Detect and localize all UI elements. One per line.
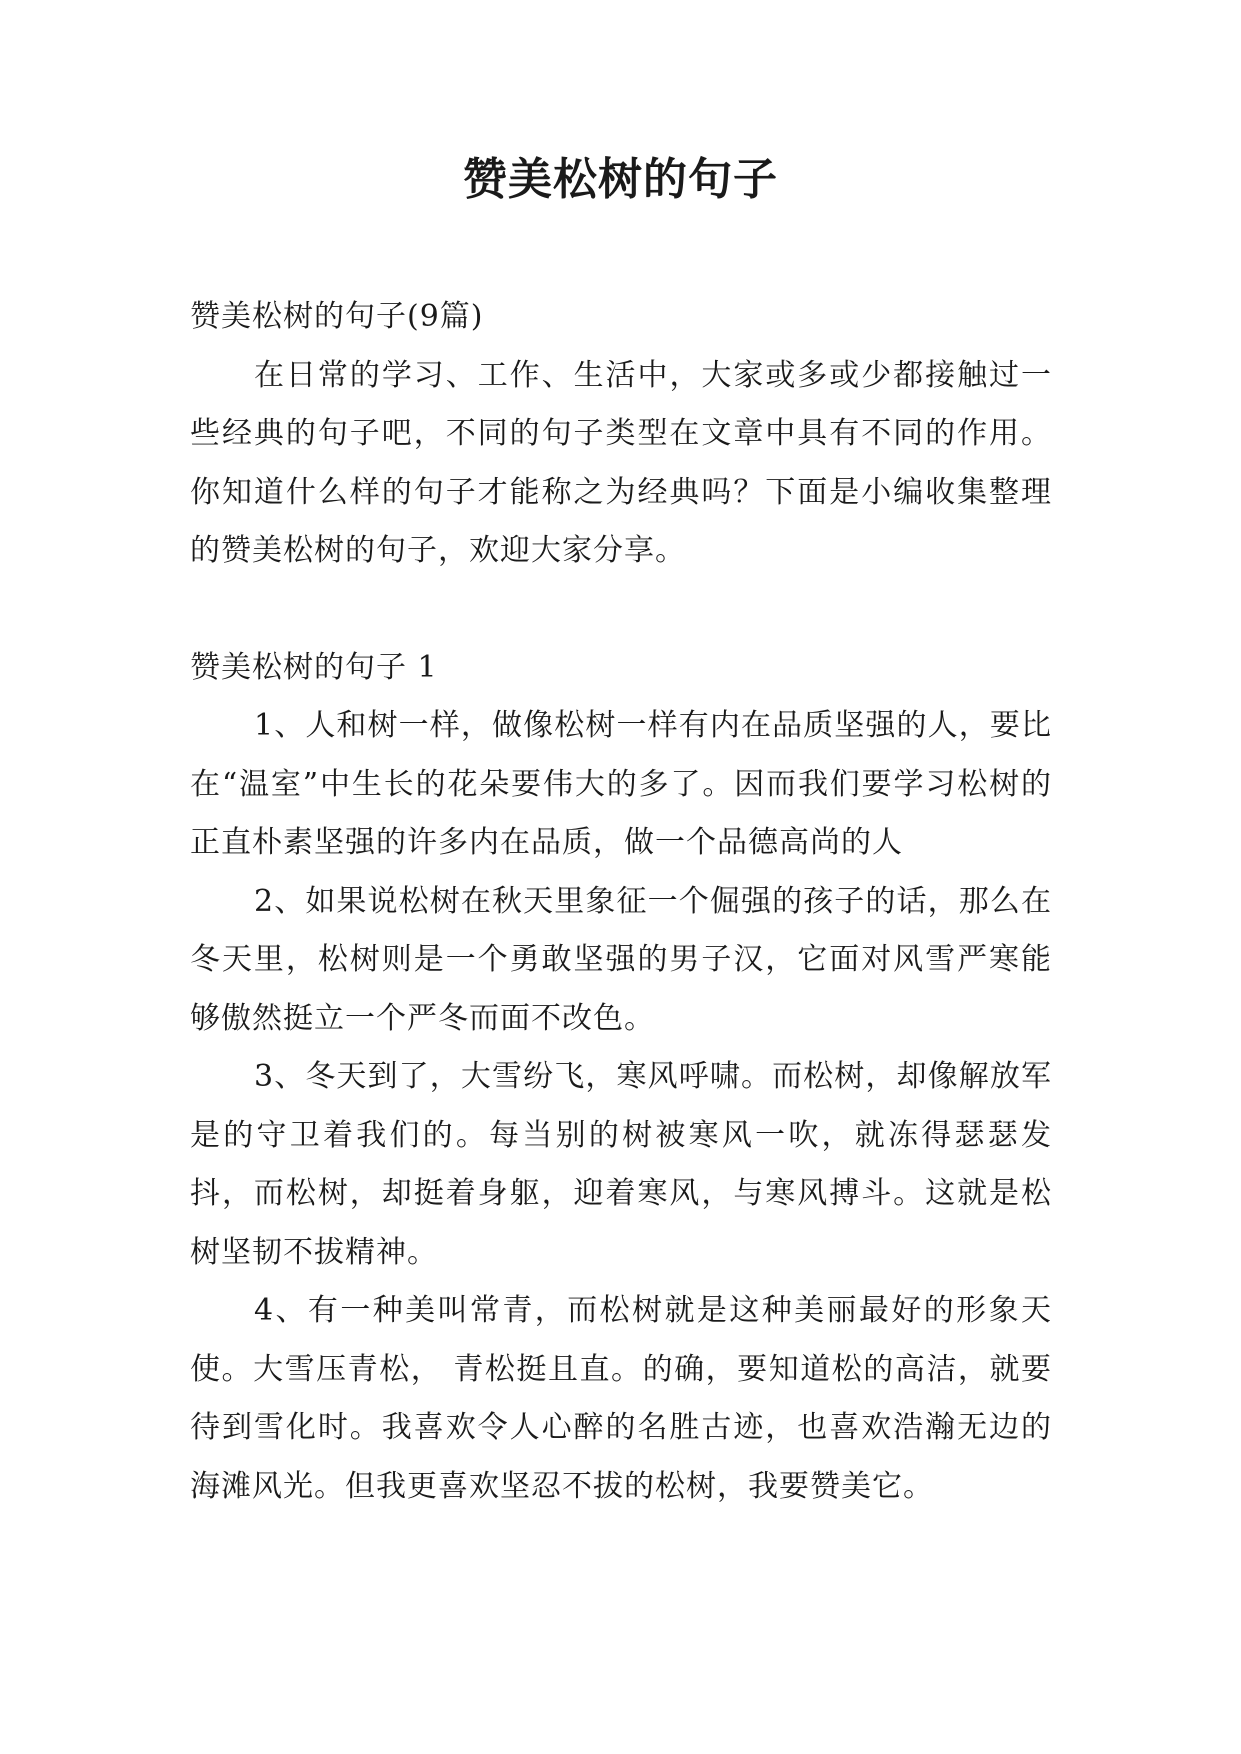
document-title: 赞美松树的句子 [463, 154, 778, 205]
section-heading: 赞美松树的句子 1 [190, 649, 438, 685]
list-item: 2、如果说松树在秋天里象征一个倔强的孩子的话，那么在冬天里，松树则是一个勇敢坚强的男子汉，它面对风雪严寒能够傲然挺立一个严冬而面不改色。 [190, 883, 1052, 1036]
document-body [190, 288, 1052, 1516]
list-item: 1、人和树一样，做像松树一样有内在品质坚强的人，要比在“温室”中生长的花朵要伟大的多了。因而我们要学习松树的正直朴素坚强的许多内在品质，做一个品德高尚的人 [190, 708, 1052, 860]
paragraph-spacer [190, 581, 1052, 639]
list-item: 4、有一种美叫常青，而松树就是这种美丽最好的形象天使。大雪压青松， 青松挺且直。的确，要知道松的高洁，就要待到雪化时。我喜欢令人心醉的名胜古迹，也喜欢浩瀚无边的海滩风光。但我更喜欢坚忍不拔的松树，我要赞美它。 [190, 1293, 1052, 1504]
document-subtitle: 赞美松树的句子(9篇) [190, 299, 484, 334]
list-item: 3、冬天到了，大雪纷飞，寒风呼啸。而松树，却像解放军是的守卫着我们的。每当别的树被寒风一吹，就冻得瑟瑟发抖，而松树，却挺着身躯，迎着寒风，与寒风搏斗。这就是松树坚韧不拔精神。 [190, 1059, 1052, 1270]
intro-paragraph: 在日常的学习、工作、生活中，大家或多或少都接触过一些经典的句子吧，不同的句子类型在文章中具有不同的作用。你知道什么样的句子才能称之为经典吗？下面是小编收集整理的赞美松树的句子，欢迎大家分享。 [190, 357, 1052, 568]
